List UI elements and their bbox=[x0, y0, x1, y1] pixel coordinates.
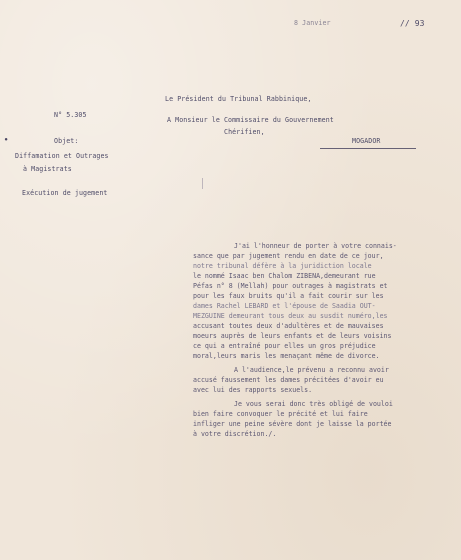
body-line: avec lui des rapports sexuels. bbox=[193, 386, 313, 394]
body-line: ce qui a entraîné pour elles un gros préjudice bbox=[193, 342, 376, 350]
sender-title: Le Président du Tribunal Rabbinique, bbox=[165, 95, 312, 103]
margin-mark: • bbox=[4, 136, 9, 144]
body-line: dames Rachel LEBARD et l'épouse de Saadia OUT- bbox=[193, 302, 376, 310]
page-reference: // 93 bbox=[400, 19, 425, 28]
body-line: infliger une peine sévère dont je laisse la portée bbox=[193, 420, 392, 428]
recipient-line-1: A Monsieur le Commissaire du Gouvernement bbox=[167, 116, 334, 124]
body-line: moeurs auprès de leurs enfants et de leurs voisins bbox=[193, 332, 392, 340]
body-line: accusé faussement les dames précitées d'avoir eu bbox=[193, 376, 384, 384]
execution-text: Exécution de jugement bbox=[22, 189, 108, 197]
object-line-2: à Magistrats bbox=[23, 165, 72, 173]
body-line: pour les faux bruits qu'il a fait courir sur les bbox=[193, 292, 384, 300]
body-line: A l'audience,le prévenu a reconnu avoir bbox=[234, 366, 389, 374]
body-line: J'ai l'honneur de porter à votre connais- bbox=[234, 242, 397, 250]
body-line: accusant toutes deux d'adultères et de mauvaises bbox=[193, 322, 384, 330]
body-line: sance que par jugement rendu en date de ce jour, bbox=[193, 252, 384, 260]
object-line-1: Diffamation et Outrages bbox=[15, 152, 109, 160]
margin-tick bbox=[202, 178, 203, 189]
reference-number: N° 5.305 bbox=[54, 111, 87, 119]
object-label: Objet: bbox=[54, 137, 79, 145]
body-line: Je vous serai donc très obligé de vouloi bbox=[234, 400, 393, 408]
city-name: MOGADOR bbox=[352, 137, 381, 145]
body-line: bien faire convoquer le précité et lui faire bbox=[193, 410, 368, 418]
recipient-line-2: Chérifien, bbox=[224, 128, 265, 136]
body-line: MEZGUINE demeurant tous deux au susdit numéro,les bbox=[193, 312, 388, 320]
body-line: à votre discrétion./. bbox=[193, 430, 277, 438]
body-line: moral,leurs maris les menaçant même de divorce. bbox=[193, 352, 380, 360]
body-line: Péfas n° 8 (Mellah) pour outrages à magistrats et bbox=[193, 282, 388, 290]
body-line: le nommé Isaac ben Chalom ZIBENA,demeurant rue bbox=[193, 272, 376, 280]
body-line: notre tribunal défère à la juridiction locale bbox=[193, 262, 372, 270]
city-underline bbox=[320, 148, 416, 149]
date-text: 8 Janvier bbox=[294, 19, 331, 27]
